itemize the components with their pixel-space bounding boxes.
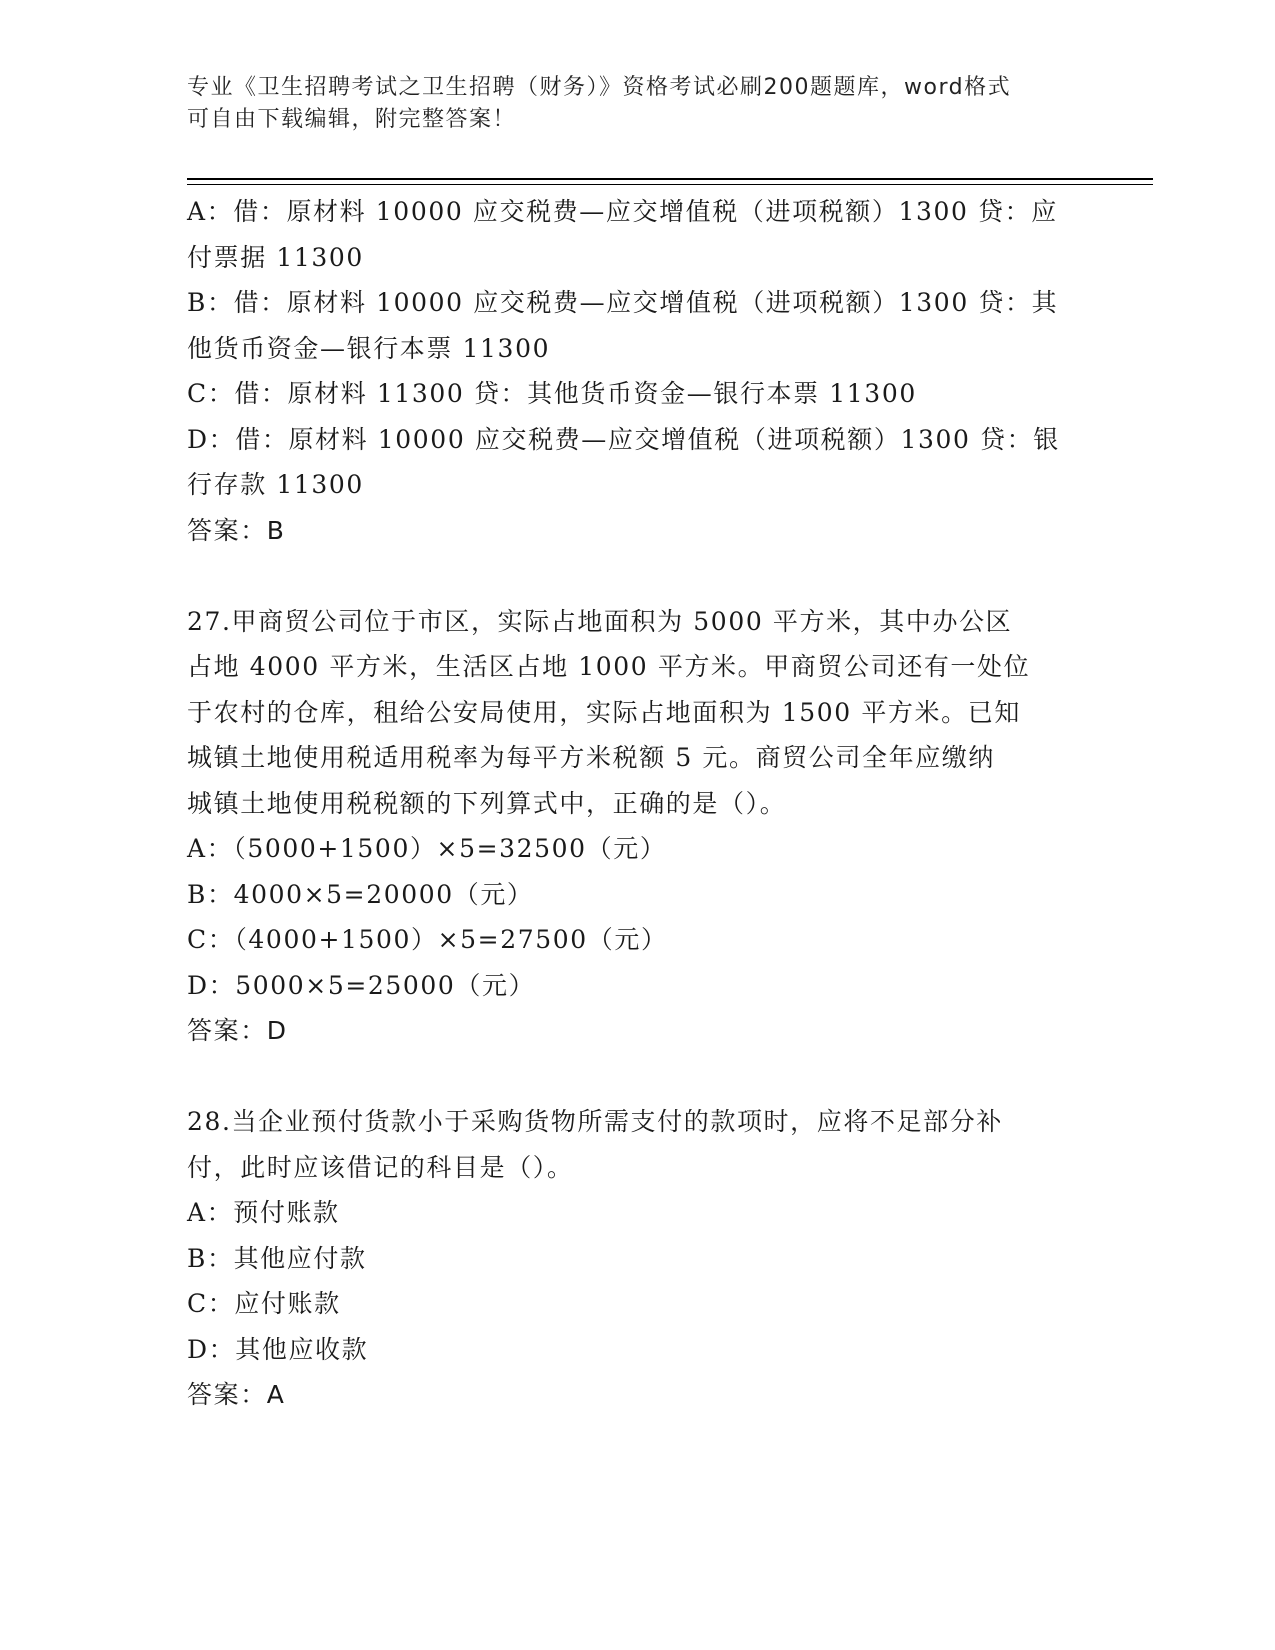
q26-option-d-line-2: 行存款 11300 xyxy=(187,470,364,499)
q27-option-a: A：（5000+1500）×5=32500（元） xyxy=(187,834,667,863)
q27-option-d: D：5000×5=25000（元） xyxy=(187,970,536,1000)
q28-stem-line-2: 付，此时应该借记的科目是（）。 xyxy=(187,1152,574,1182)
q26-option-b-line-1: B：借：原材料 10000 应交税费—应交增值税（进项税额）1300 贷：其 xyxy=(187,288,1059,317)
question-28-block xyxy=(187,1099,1087,1418)
spacer xyxy=(187,1054,1087,1100)
q26-option-a-line-2: 付票据 11300 xyxy=(187,242,364,272)
question-26-block xyxy=(187,189,1087,553)
question-27-block xyxy=(187,599,1087,1054)
q28-option-a: A：预付账款 xyxy=(187,1198,340,1227)
q27-stem-line-4: 城镇土地使用税适用税率为每平方米税额 5 元。商贸公司全年应缴纳 xyxy=(187,743,996,772)
q28-stem-line-1: 28.当企业预付货款小于采购货物所需支付的款项时，应将不足部分补 xyxy=(187,1107,1003,1136)
q27-stem-line-3: 于农村的仓库，租给公安局使用，实际占地面积为 1500 平方米。已知 xyxy=(187,697,1021,727)
q26-option-c: C：借：原材料 11300 贷：其他货币资金—银行本票 11300 xyxy=(187,379,917,408)
q28-option-b: B：其他应付款 xyxy=(187,1243,367,1273)
header-line-1: 专业《卫生招聘考试之卫生招聘（财务）》资格考试必刷200题题库，word格式 xyxy=(187,75,1012,100)
q27-stem-line-5: 城镇土地使用税税额的下列算式中，正确的是（）。 xyxy=(187,788,787,818)
q28-option-c: C：应付账款 xyxy=(187,1289,341,1318)
q28-option-d: D：其他应收款 xyxy=(187,1334,369,1364)
header-rule-thick xyxy=(187,178,1153,180)
q26-option-d-line-1: D：借：原材料 10000 应交税费—应交增值税（进项税额）1300 贷：银 xyxy=(187,424,1060,454)
document-header xyxy=(187,72,1087,136)
spacer xyxy=(187,553,1087,599)
q27-stem-line-2: 占地 4000 平方米，生活区占地 1000 平方米。甲商贸公司还有一处位 xyxy=(187,652,1031,681)
q27-answer: 答案：D xyxy=(187,1016,288,1045)
q26-option-a-line-1: A：借：原材料 10000 应交税费—应交增值税（进项税额）1300 贷：应 xyxy=(187,197,1058,226)
header-rule-thin xyxy=(187,184,1153,185)
document-body xyxy=(187,189,1087,1418)
q27-stem-line-1: 27.甲商贸公司位于市区，实际占地面积为 5000 平方米，其中办公区 xyxy=(187,606,1013,636)
q26-option-b-line-2: 他货币资金—银行本票 11300 xyxy=(187,333,551,363)
q27-option-b: B：4000×5=20000（元） xyxy=(187,879,534,909)
q28-answer: 答案：A xyxy=(187,1380,286,1409)
q27-option-c: C：（4000+1500）×5=27500（元） xyxy=(187,925,668,954)
header-line-2: 可自由下载编辑，附完整答案！ xyxy=(187,107,517,132)
q26-answer: 答案：B xyxy=(187,515,286,545)
